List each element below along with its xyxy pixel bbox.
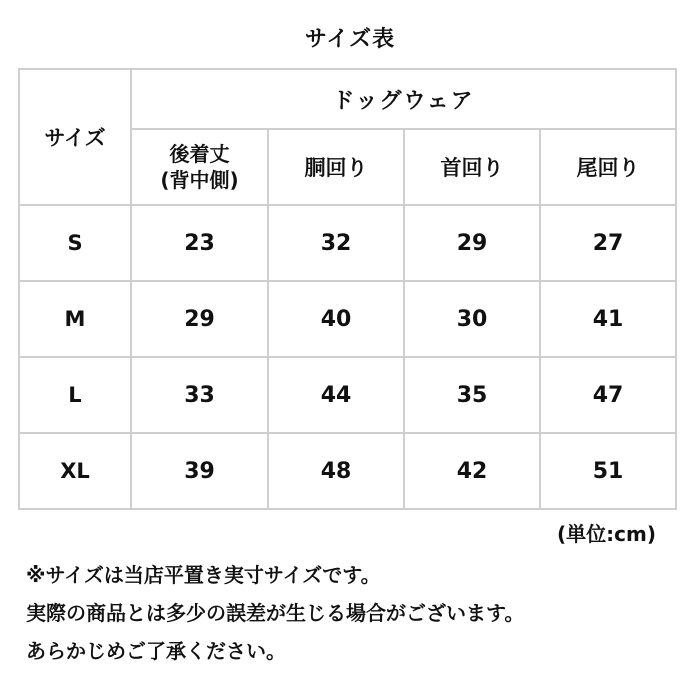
table-cell: 41 [540,281,676,357]
size-label: S [19,205,131,281]
size-label: L [19,357,131,433]
note-line: 実際の商品とは多少の誤差が生じる場合がございます。 [26,601,525,625]
table-cell: 33 [131,357,268,433]
table-cell: 47 [540,357,676,433]
column-header-neck: 首回り [404,129,540,205]
column-header-back-length [131,129,268,205]
table-cell: 32 [268,205,404,281]
note-line: あらかじめご了承ください。 [26,639,286,663]
table-cell: 40 [268,281,404,357]
table-row [19,357,676,433]
column-header-sublabel: (背中側) [160,168,239,192]
table-cell: 27 [540,205,676,281]
size-table [18,68,677,510]
size-label: XL [19,433,131,509]
table-row [19,433,676,509]
table-cell: 44 [268,357,404,433]
notes-block [26,556,686,670]
size-column-header: サイズ [19,69,131,205]
dogwear-group-header: ドッグウェア [131,69,676,129]
table-cell: 29 [131,281,268,357]
table-row [19,281,676,357]
page-title: サイズ表 [304,27,396,52]
table-cell: 35 [404,357,540,433]
column-header-label: 後着丈 [169,142,230,166]
table-cell: 42 [404,433,540,509]
table-cell: 51 [540,433,676,509]
table-cell: 29 [404,205,540,281]
size-label: M [19,281,131,357]
table-cell: 30 [404,281,540,357]
table-cell: 23 [131,205,268,281]
column-header-chest: 胴回り [268,129,404,205]
table-cell: 39 [131,433,268,509]
column-header-tail: 尾回り [540,129,676,205]
table-cell: 48 [268,433,404,509]
table-header-row [19,69,676,129]
unit-note: (単位:cm) [557,522,656,546]
note-line: ※サイズは当店平置き実寸サイズです。 [26,563,381,587]
table-row [19,205,676,281]
